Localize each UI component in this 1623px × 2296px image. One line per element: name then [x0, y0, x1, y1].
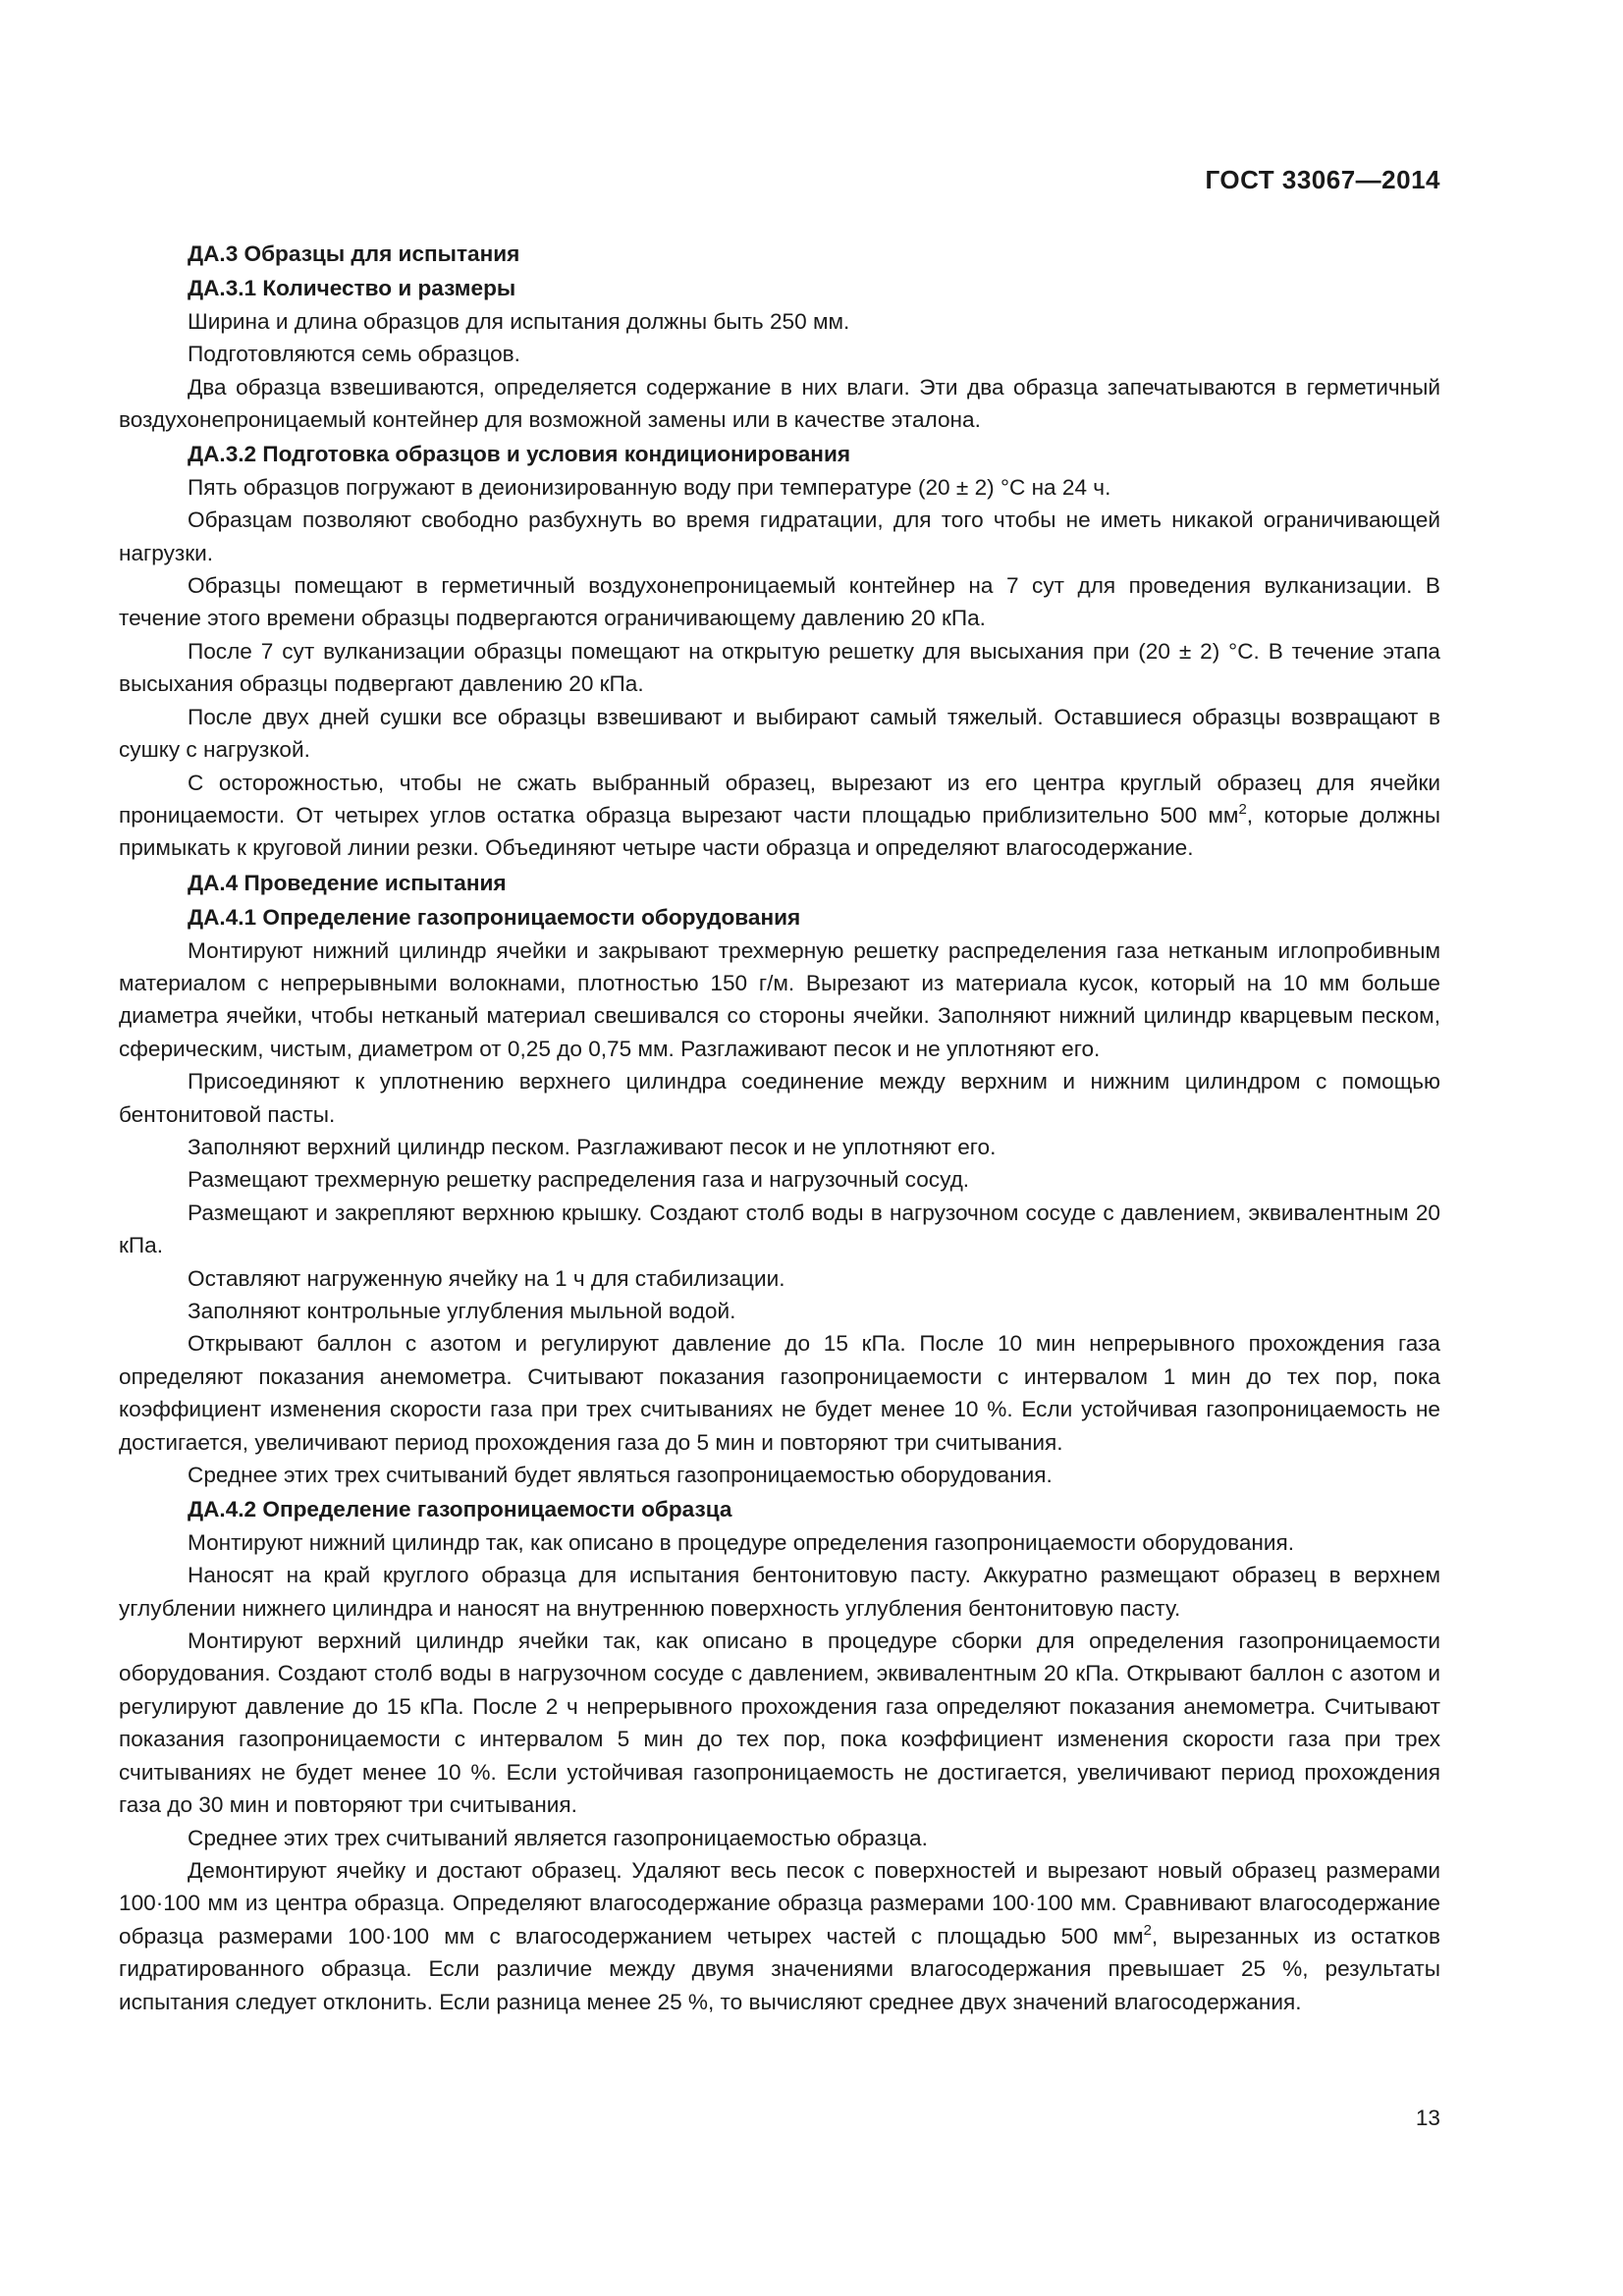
paragraph: Размещают трехмерную решетку распределения газа и нагрузочный сосуд. [188, 1167, 970, 1193]
section-heading-da4-1: ДА.4.1 Определение газопроницаемости оборудования [188, 905, 801, 931]
superscript: 2 [1143, 1921, 1152, 1939]
paragraph: Заполняют контрольные углубления мыльной водой. [188, 1299, 736, 1323]
paragraph [119, 1854, 1440, 2018]
superscript: 2 [1238, 800, 1247, 818]
paragraph: Открывают баллон с азотом и регулируют давление до 15 кПа. После 10 мин непрерывного прохождения газа определяют показания анемометра. Считывают показания газопроницаемости с интервалом 1 мин до тех пор, пока коэффициент изменения скорости газа при трех считываниях не будет менее 10 %. Если устойчивая газопроницаемость не достигается, увеличивают период прохождения газа до 5 мин и повторяют три считывания. [119, 1331, 1440, 1455]
paragraph: Размещают и закрепляют верхнюю крышку. Создают столб воды в нагрузочном сосуде с давлением, эквивалентным 20 кПа. [119, 1200, 1440, 1258]
document-id: ГОСТ 33067—2014 [1205, 165, 1440, 194]
paragraph: Ширина и длина образцов для испытания должны быть 250 мм. [188, 308, 850, 334]
paragraph: Монтируют верхний цилиндр ячейки так, как описано в процедуре сборки для определения газопроницаемости оборудования. Создают столб воды в нагрузочном сосуде с давлением, эквивалентным 20 кПа. Открывают баллон с азотом и регулируют давление до 15 кПа. После 2 ч непрерывного прохождения газа определяют показания анемометра. Считывают показания газопроницаемости с интервалом 5 мин до тех пор, пока коэффициент изменения скорости газа при трех считываниях не будет менее 10 %. Если устойчивая газопроницаемость не достигается, увеличивают период прохождения газа до 30 мин и повторяют три считывания. [119, 1629, 1440, 1818]
text-run: , вырезанных из остатков гидратированного образца. Если различие между двумя значениями влагосодержания превышает 25 %, результаты испытания следует отклонить. Если разница менее 25 %, то вычисляют среднее двух значений влагосодержания. [119, 1923, 1440, 2014]
paragraph: Монтируют нижний цилиндр так, как описано в процедуре определения газопроницаемости оборудования. [188, 1529, 1294, 1555]
paragraph: Монтируют нижний цилиндр ячейки и закрывают трехмерную решетку распределения газа нетканым иглопробивным материалом с непрерывными волокнами, плотностью 150 г/м. Вырезают из материала кусок, который на 10 мм больше диаметра ячейки, чтобы нетканый материал свешивался со стороны ячейки. Заполняют нижний цилиндр кварцевым песком, сферическим, чистым, диаметром от 0,25 до 0,75 мм. Разглаживают песок и не уплотняют его. [119, 937, 1440, 1061]
paragraph: Образцы помещают в герметичный воздухонепроницаемый контейнер на 7 сут для проведения вулканизации. В течение этого времени образцы подвергаются ограничивающему давлению 20 кПа. [119, 573, 1440, 631]
page-number: 13 [1415, 2106, 1440, 2130]
paragraph [119, 767, 1440, 865]
paragraph: Пять образцов погружают в деионизированную воду при температуре (20 ± 2) °С на 24 ч. [188, 474, 1111, 500]
paragraph: После 7 сут вулканизации образцы помещают на открытую решетку для высыхания при (20 ± 2) °С. В течение этапа высыхания образцы подвергают давлению 20 кПа. [119, 638, 1440, 697]
paragraph: После двух дней сушки все образцы взвешивают и выбирают самый тяжелый. Оставшиеся образцы возвращают в сушку с нагрузкой. [119, 704, 1440, 763]
section-heading-da4: ДА.4 Проведение испытания [188, 870, 507, 895]
text-run: Демонтируют ячейку и достают образец. Удаляют весь песок с поверхностей и вырезают новый образец размерами 100·100 мм из центра образца. Определяют влагосодержание образца размерами 100·100 мм. Сравнивают влагосодержание образца размерами 100·100 мм с влагосодержанием четырех частей с площадью 500 мм [119, 1857, 1440, 1949]
paragraph: Оставляют нагруженную ячейку на 1 ч для стабилизации. [188, 1265, 785, 1291]
paragraph: Подготовляются семь образцов. [188, 342, 520, 367]
paragraph: Заполняют верхний цилиндр песком. Разглаживают песок и не уплотняют его. [188, 1134, 997, 1159]
paragraph: Присоединяют к уплотнению верхнего цилиндра соединение между верхним и нижним цилиндром с помощью бентонитовой пасты. [119, 1069, 1440, 1127]
paragraph: Два образца взвешиваются, определяется содержание в них влаги. Эти два образца запечатываются в герметичный воздухонепроницаемый контейнер для возможной замены или в качестве эталона. [119, 374, 1440, 433]
section-heading-da3-1: ДА.3.1 Количество и размеры [188, 276, 516, 301]
section-heading-da3: ДА.3 Образцы для испытания [188, 241, 520, 266]
paragraph: Среднее этих трех считываний будет являться газопроницаемостью оборудования. [188, 1463, 1053, 1488]
paragraph: Среднее этих трех считываний является газопроницаемостью образца. [188, 1825, 928, 1850]
text-run: , которые должны примыкать к круговой линии резки. Объединяют четыре части образца и определяют влагосодержание. [119, 802, 1440, 861]
section-heading-da4-2: ДА.4.2 Определение газопроницаемости образца [188, 1497, 732, 1522]
section-heading-da3-2: ДА.3.2 Подготовка образцов и условия кондиционирования [188, 442, 851, 467]
text-run: С осторожностью, чтобы не сжать выбранный образец, вырезают из его центра круглый образец для ячейки проницаемости. От четырех углов остатка образца вырезают части площадью приблизительно 500 мм [119, 770, 1440, 828]
paragraph: Образцам позволяют свободно разбухнуть во время гидратации, для того чтобы не иметь никакой ограничивающей нагрузки. [119, 507, 1440, 565]
paragraph: Наносят на край круглого образца для испытания бентонитовую пасту. Аккуратно размещают образец в верхнем углублении нижнего цилиндра и наносят на внутреннюю поверхность углубления бентонитовую пасту. [119, 1563, 1440, 1621]
document-body [119, 236, 1440, 2018]
